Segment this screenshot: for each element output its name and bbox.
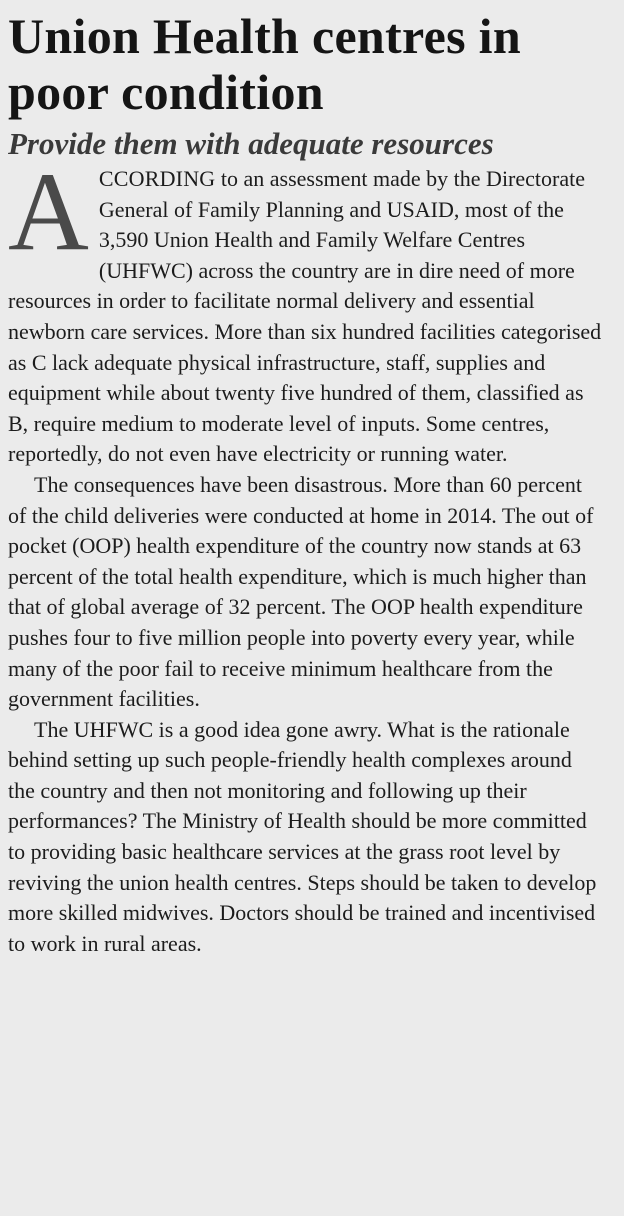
subheadline: Provide them with adequate resources — [8, 126, 494, 161]
paragraph-2: The consequences have been disastrous. More than 60 percent of the child deliveries were conducted at home in 2014. The out of pocket (OOP) health expenditure of the country now stands at 63 percent of the total health expenditure, which is much higher than that of global average of 32 percent. The OOP health expenditure pushes four to five million people into poverty every year, while many of the poor fail to receive minimum healthcare from the government facilities. — [8, 471, 594, 712]
lead-in-caps: CCORDING — [98, 166, 216, 191]
article-body — [8, 150, 602, 959]
paragraph-1-text: to an assessment made by the Directorate General of Family Planning and USAID, most of the 3,590 Union Health and Family Welfare Centres (UHFWC) across the country are in dire need of more resources in order to facilitate normal delivery and essential newborn care services. More than six hundred facilities categorised as C lack adequate physical infrastructure, staff, supplies and equipment while about twenty five hundred of them, classified as B, require medium to moderate level of inputs. Some centres, reportedly, do not even have electricity or running water. — [8, 166, 602, 467]
paragraph-3: The UHFWC is a good idea gone awry. What is the rationale behind setting up such people-friendly health complexes around the country and then not monitoring and following up their performances? The Ministry of Health should be more committed to providing basic healthcare services at the grass root level by reviving the union health centres. Steps should be taken to develop more skilled midwives. Doctors should be trained and incentivised to work in rural areas. — [8, 716, 597, 956]
drop-cap: A — [8, 150, 89, 274]
paragraph-1 — [8, 150, 602, 470]
headline: Union Health centres in poor condition — [8, 8, 521, 120]
